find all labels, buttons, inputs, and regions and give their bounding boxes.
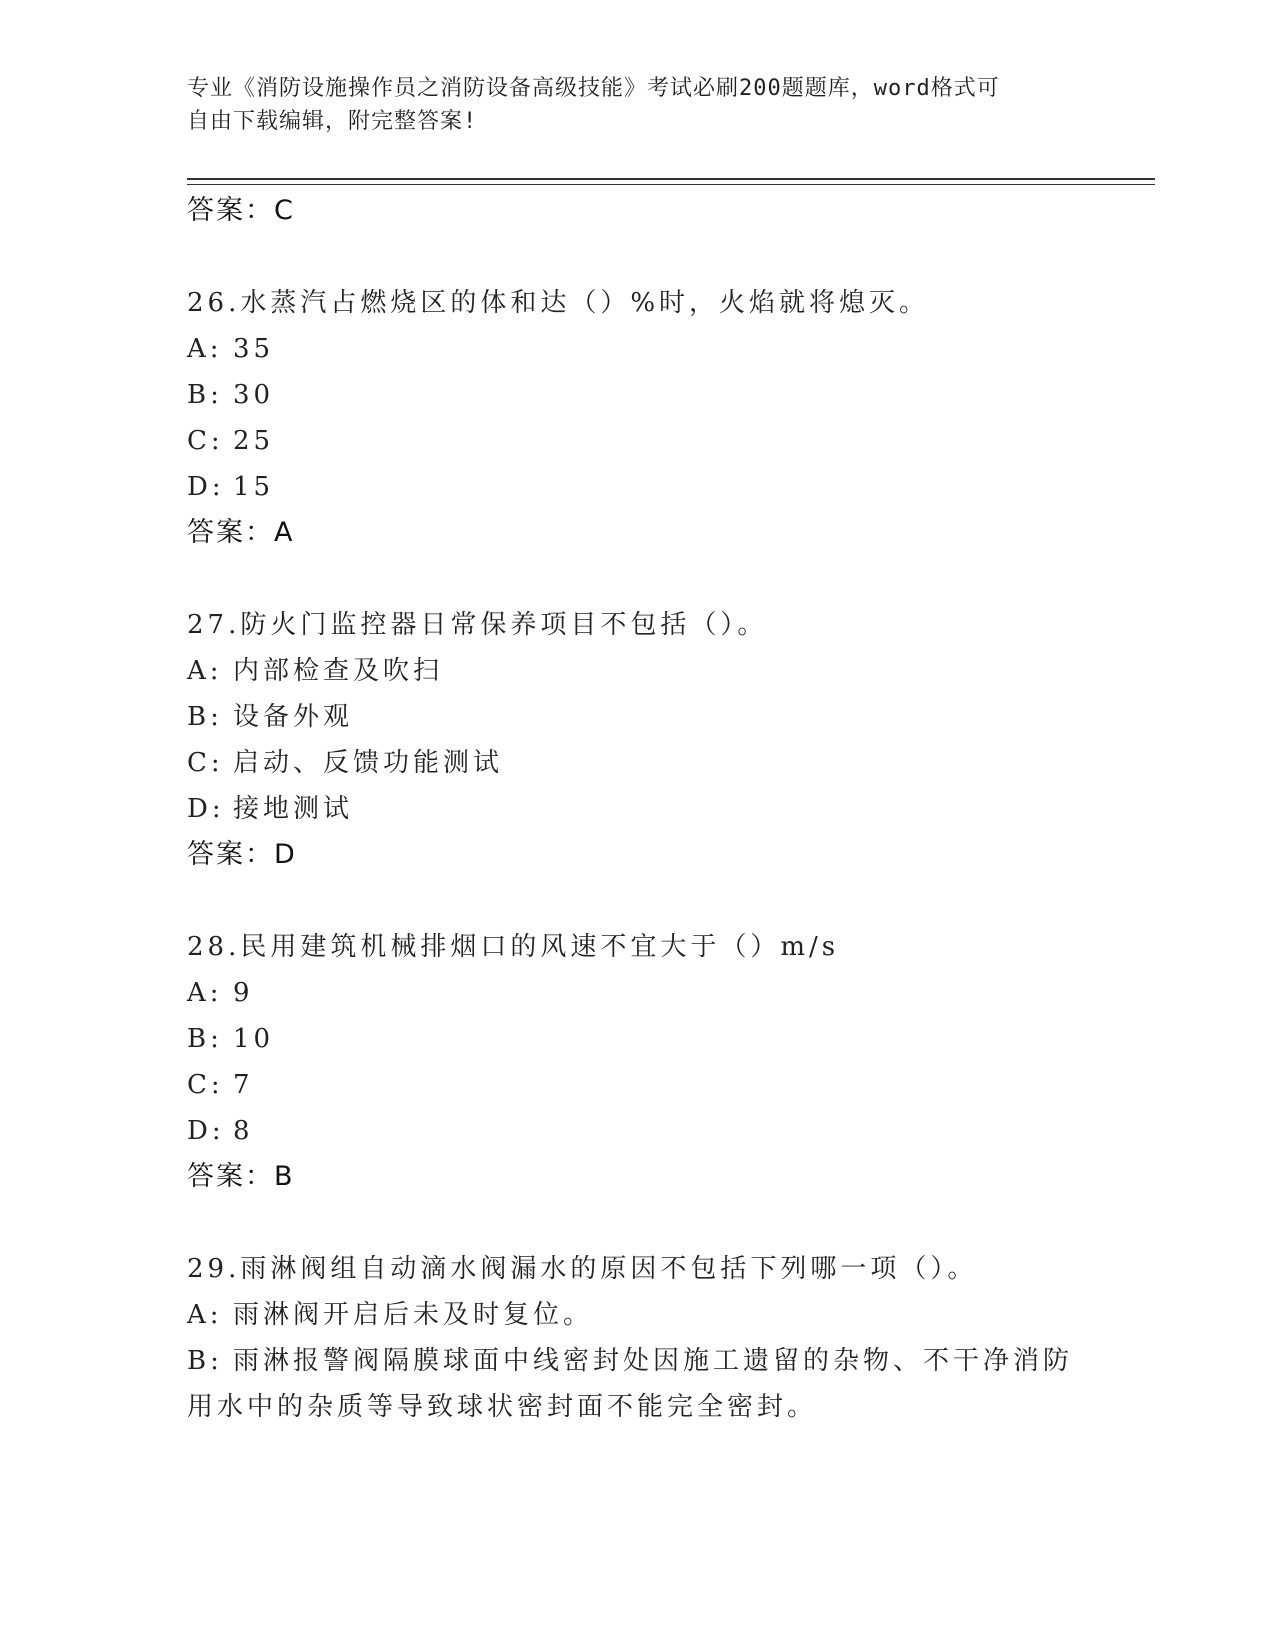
option-d: [187, 1108, 1087, 1154]
option-key: C:: [187, 748, 224, 778]
option-key: D:: [187, 794, 225, 824]
option-text: 25: [233, 426, 275, 456]
option-text: 设备外观: [233, 702, 354, 732]
question-26: [187, 280, 1087, 556]
option-a: [187, 326, 1087, 372]
question-stem: 26.水蒸汽占燃烧区的体和达（）%时，火焰就将熄灭。: [187, 288, 930, 318]
question-29: [187, 1246, 1087, 1430]
option-a: [187, 648, 1087, 694]
option-key: A:: [187, 334, 223, 364]
header-rule-thick: [187, 178, 1155, 180]
option-key: B:: [187, 1346, 223, 1376]
option-key: B:: [187, 702, 223, 732]
option-b: [187, 1016, 1087, 1062]
question-stem: 28.民用建筑机械排烟口的风速不宜大于（）m/s: [187, 932, 840, 962]
option-key: B:: [187, 380, 223, 410]
header-line-1: 专业《消防设施操作员之消防设备高级技能》考试必刷200题题库，word格式可: [187, 76, 1000, 101]
option-key: B:: [187, 1024, 223, 1054]
header-line-2: 自由下载编辑，附完整答案!: [187, 109, 478, 134]
option-c: [187, 740, 1087, 786]
option-text: 8: [233, 1116, 254, 1146]
option-key: C:: [187, 426, 224, 456]
question-list: [187, 188, 1087, 1430]
question-stem: 29.雨淋阀组自动滴水阀漏水的原因不包括下列哪一项（）。: [187, 1254, 978, 1284]
option-text: 7: [233, 1070, 254, 1100]
option-d: [187, 464, 1087, 510]
option-text: 30: [233, 380, 275, 410]
header-rule-thin: [187, 184, 1155, 185]
option-text: 10: [233, 1024, 275, 1054]
document-header: [187, 72, 1067, 138]
option-text: 启动、反馈功能测试: [233, 748, 504, 778]
question-27: [187, 602, 1087, 878]
option-a: [187, 1292, 1087, 1338]
question-stem: 27.防火门监控器日常保养项目不包括（）。: [187, 610, 768, 640]
answer: 答案：A: [187, 517, 295, 548]
option-c: [187, 418, 1087, 464]
option-text: 内部检查及吹扫: [233, 656, 444, 686]
answer: 答案：B: [187, 1161, 295, 1192]
option-key: C:: [187, 1070, 224, 1100]
option-key: A:: [187, 978, 223, 1008]
option-text: 35: [233, 334, 275, 364]
answer: 答案：D: [187, 839, 297, 870]
option-c: [187, 1062, 1087, 1108]
previous-answer: 答案：C: [187, 195, 295, 226]
option-text: 雨淋阀开启后未及时复位。: [233, 1300, 594, 1330]
option-b: [187, 1338, 1087, 1430]
option-text: 接地测试: [233, 794, 354, 824]
option-key: D:: [187, 1116, 225, 1146]
option-key: A:: [187, 1300, 223, 1330]
option-text: 15: [233, 472, 275, 502]
option-b: [187, 694, 1087, 740]
option-text: 9: [233, 978, 254, 1008]
option-key: A:: [187, 656, 223, 686]
option-text: 雨淋报警阀隔膜球面中线密封处因施工遗留的杂物、不干净消防用水中的杂质等导致球状密封面不能完全密封。: [187, 1346, 1074, 1422]
option-b: [187, 372, 1087, 418]
option-d: [187, 786, 1087, 832]
option-a: [187, 970, 1087, 1016]
question-28: [187, 924, 1087, 1200]
option-key: D:: [187, 472, 225, 502]
